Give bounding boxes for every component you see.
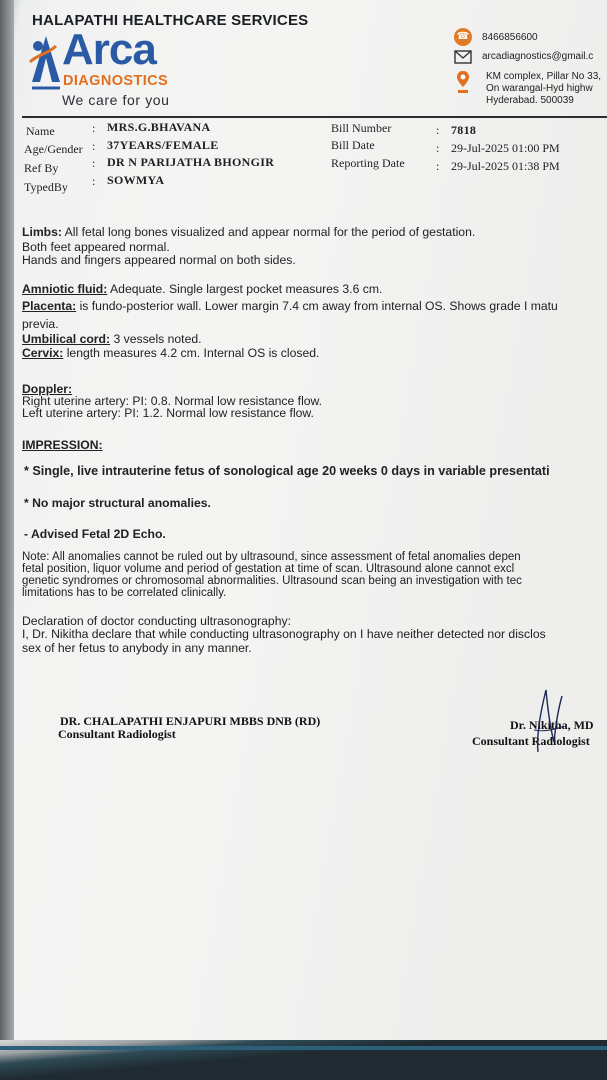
typed-by: SOWMYA bbox=[107, 173, 165, 187]
address-line-2: On warangal-Hyd highw bbox=[486, 83, 593, 94]
note-line-2: fetal position, liquor volume and period of gestation at time of scan. Ultrasound alone cannot excl bbox=[22, 563, 515, 575]
doctor-signature-mark bbox=[528, 682, 568, 762]
reporting-date: 29-Jul-2025 01:38 PM bbox=[451, 159, 560, 173]
logo-subtitle: DIAGNOSTICS bbox=[63, 73, 169, 89]
bill-date: 29-Jul-2025 01:00 PM bbox=[451, 141, 560, 155]
patient-age-gender: 37YEARS/FEMALE bbox=[107, 138, 219, 152]
logo-tagline: We care for you bbox=[62, 92, 170, 108]
logo-wordmark: Arca bbox=[62, 25, 156, 74]
page-binding-edge bbox=[0, 0, 14, 1080]
right-doctor-name: Dr. Nikitha, MD bbox=[510, 718, 594, 732]
note-line-4: limitations has to be correlated clinically. bbox=[22, 587, 227, 599]
bill-number-label: Bill Number bbox=[331, 121, 392, 135]
placenta-finding bbox=[22, 299, 558, 313]
left-uterine-artery: Left uterine artery: PI: 1.2. Normal low resistance flow. bbox=[22, 406, 314, 420]
declaration-line-3: sex of her fetus to anybody in any manner. bbox=[22, 641, 252, 655]
right-uterine-artery: Right uterine artery: PI: 0.8. Normal low resistance flow. bbox=[22, 394, 323, 408]
placenta-text: is fundo-posterior wall. Lower margin 7.4 cm away from internal OS. Shows grade I matu bbox=[79, 299, 558, 313]
organization-name: HALAPATHI HEALTHCARE SERVICES bbox=[32, 12, 309, 29]
arca-logo-icon bbox=[26, 32, 66, 94]
location-pin-icon bbox=[456, 70, 470, 94]
amniotic-text: Adequate. Single largest pocket measures 3.6 cm. bbox=[110, 282, 383, 296]
declaration-line-2: I, Dr. Nikitha declare that while conducting ultrasonography on I have neither detected nor disclos bbox=[22, 627, 546, 641]
mail-icon bbox=[454, 50, 472, 64]
ref-by-label: Ref By bbox=[24, 161, 59, 175]
left-doctor-name: DR. CHALAPATHI ENJAPURI MBBS DNB (RD) bbox=[60, 714, 321, 728]
name-label: Name bbox=[26, 124, 55, 138]
referred-by: DR N PARIJATHA BHONGIR bbox=[107, 155, 275, 169]
declaration-heading: Declaration of doctor conducting ultrasonography: bbox=[22, 614, 291, 628]
cervix-text: length measures 4.2 cm. Internal OS is closed. bbox=[66, 346, 320, 360]
phone-icon: ☎ bbox=[454, 28, 472, 46]
typed-sep: : bbox=[92, 174, 96, 188]
age-sep: : bbox=[92, 139, 96, 153]
reporting-date-sep: : bbox=[436, 159, 440, 173]
umbilical-text: 3 vessels noted. bbox=[113, 332, 202, 346]
patient-name: MRS.G.BHAVANA bbox=[107, 120, 211, 134]
impression-item-2: * No major structural anomalies. bbox=[24, 496, 211, 510]
cervix-finding bbox=[22, 346, 319, 360]
ref-sep: : bbox=[92, 156, 96, 170]
placenta-continued: previa. bbox=[22, 317, 59, 331]
address-line-3: Hyderabad. 500039 bbox=[486, 95, 574, 106]
limbs-finding bbox=[22, 225, 475, 239]
amniotic-label: Amniotic fluid: bbox=[22, 282, 108, 296]
contact-phone: 8466856600 bbox=[482, 32, 538, 43]
note-line-3: genetic syndromes or chromosomal abnormalities. Ultrasound scan being an investigation with tec bbox=[22, 575, 522, 587]
bill-number: 7818 bbox=[451, 123, 477, 137]
feet-finding: Both feet appeared normal. bbox=[22, 240, 170, 254]
reporting-date-label: Reporting Date bbox=[331, 156, 405, 170]
left-doctor-title: Consultant Radiologist bbox=[58, 727, 176, 741]
age-gender-label: Age/Gender bbox=[24, 142, 83, 156]
header-divider bbox=[22, 116, 607, 118]
bill-date-label: Bill Date bbox=[331, 138, 375, 152]
address-line-1: KM complex, Pillar No 33, bbox=[486, 71, 602, 82]
impression-heading: IMPRESSION: bbox=[22, 438, 103, 452]
contact-email: arcadiagnostics@gmail.c bbox=[482, 51, 594, 62]
typed-by-label: TypedBy bbox=[24, 180, 68, 194]
page-bottom-edge bbox=[0, 1046, 607, 1050]
note-line-1: Note: All anomalies cannot be ruled out by ultrasound, since assessment of fetal anomalies depen bbox=[22, 551, 521, 563]
umbilical-finding bbox=[22, 332, 202, 346]
limbs-text: All fetal long bones visualized and appear normal for the period of gestation. bbox=[64, 225, 476, 239]
impression-item-1: * Single, live intrauterine fetus of sonological age 20 weeks 0 days in variable presentati bbox=[24, 464, 550, 478]
bill-number-sep: : bbox=[436, 123, 440, 137]
name-sep: : bbox=[92, 121, 96, 135]
placenta-label: Placenta: bbox=[22, 299, 77, 313]
bill-date-sep: : bbox=[436, 141, 440, 155]
right-doctor-title: Consultant Radiologist bbox=[472, 734, 590, 748]
limbs-label: Limbs: bbox=[22, 225, 62, 239]
doppler-label: Doppler: bbox=[22, 382, 73, 396]
cervix-label: Cervix: bbox=[22, 346, 64, 360]
amniotic-finding bbox=[22, 282, 382, 296]
hands-finding: Hands and fingers appeared normal on both sides. bbox=[22, 253, 296, 267]
impression-item-3: - Advised Fetal 2D Echo. bbox=[24, 527, 166, 541]
umbilical-label: Umbilical cord: bbox=[22, 332, 111, 346]
